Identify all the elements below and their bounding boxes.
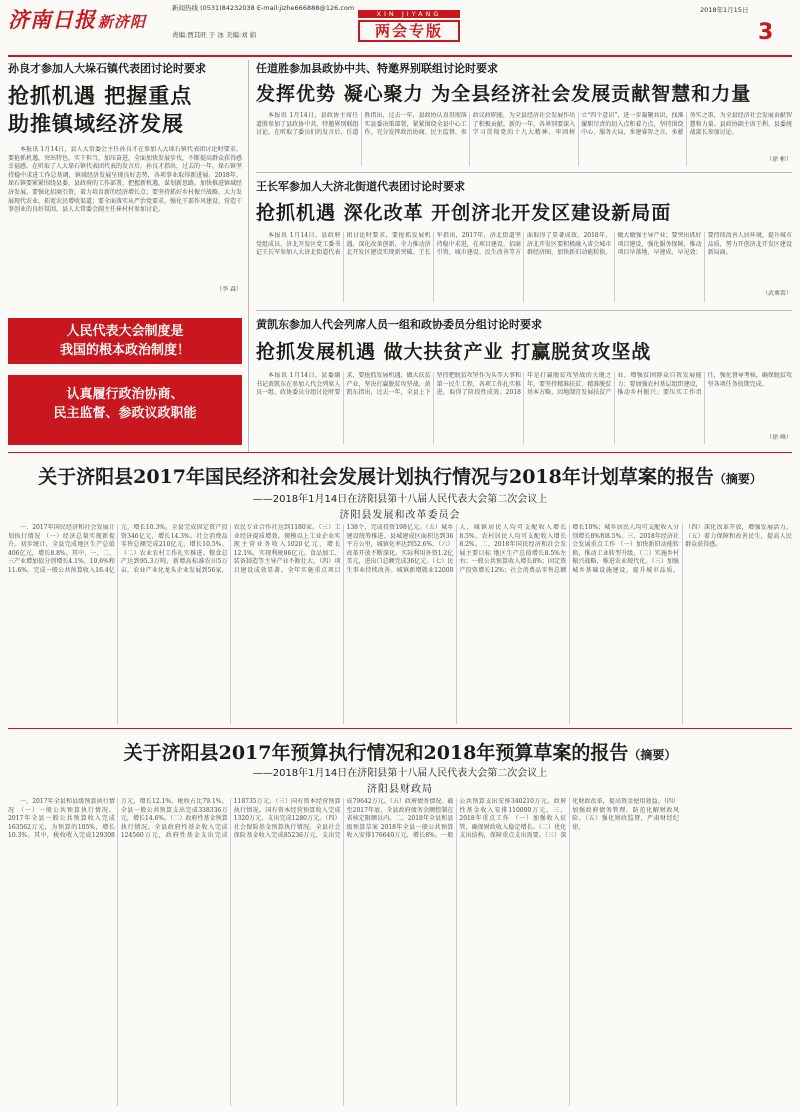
story1-headline-line1: 抢抓机遇 把握重点	[8, 83, 193, 108]
story4-body: 本报讯 1月14日，县委副书记黄凯东在参加人代会列席人员一组、政协委员分组讨论时要求，要抢抓发展机遇，做大扶贫产业，坚决打赢脱贫攻坚战。黄凯东指出，过去一年，全县上下坚持把脱贫攻坚作为头等大事和第一民生工程，各项工作扎实推进，取得了阶段性成效。2018年是打赢脱贫攻坚战的关键之年，要坚持精准扶贫、精准脱贫基本方略，因地制宜发展扶贫产业，增强贫困群众自我发展能力；要加强农村基层组织建设，推动乡村振兴；要压实工作责任，强化督导考核，确保脱贫攻坚各项任务按期完成。	[256, 372, 792, 397]
hotline-info: 新闻热线 (0531)84232038 E-mail:jizhe666888@126.com	[172, 4, 355, 12]
page-number: 3	[758, 20, 774, 45]
story1-headline-line2: 助推镇域经济发展	[8, 111, 184, 136]
edition-name: 新济阳	[98, 13, 147, 31]
section-rule	[8, 452, 792, 453]
story1-body: 本报讯 1月14日，县人大常委会主任孙良才在参加人大垛石镇代表团讨论时要求，要抢抓机遇，突出特色，实干担当，加压奋进，全面加快发展步伐，不断提高群众获得感幸福感。在听取了人大垛石镇代表团代表的发言后，孙良才指出，过去的一年，垛石镇坚持稳中求进工作总基调，镇域经济发展呈现良好态势，各项事业取得新进展。2018年，垛石镇要紧紧围绕县委、县政府的工作部署，把握新机遇，谋划新思路，加快推进镇域经济发展。要强化招商引资，着力培育新的经济增长点；要坚持抓好乡村振兴战略，大力发展现代农业，拓宽农民增收渠道；要全面落实从严治党要求，强化干部作风建设，营造干事创业的良好氛围。县人大常委会副主任崔村村参加讨论。	[8, 146, 242, 214]
story2-author: （徐 彬）	[766, 156, 792, 163]
story4-author: （徐 峰）	[766, 434, 792, 441]
story4-headline: 抢抓发展机遇 做大扶贫产业 打赢脱贫攻坚战	[256, 341, 652, 363]
masthead-rule	[8, 55, 792, 57]
story-divider	[256, 310, 792, 311]
story4-kicker: 黄凯东参加人代会列席人员一组和政协委员分组讨论时要求	[256, 318, 542, 331]
report2-org: 济阳县财政局	[367, 784, 433, 795]
story3-author: （武乘雷）	[761, 290, 792, 297]
story1-author: （李 森）	[216, 286, 242, 293]
story3-body: 本报讯 1月14日，县政府党组成员、济北开发区党工委书记王长军参加人大济北街道代表团讨论时要求，要抢抓发展机遇，深化改革创新，全力推动济北开发区建设实现新突破。王长军指出，2017年，济北街道坚持稳中求进，在项目建设、招商引资、城市建设、民生改善等方面取得了显著成效。2018年，济北开发区要积极融入省会城市群经济圈，加快新旧动能转换，做大做强主导产业；要突出抓好项目建设，强化服务保障，推动项目早落地、早建成、早见效；要持续改善人居环境，提升城市品质，努力开创济北开发区建设新局面。	[256, 232, 792, 257]
story3-headline: 抢抓机遇 深化改革 开创济北开发区建设新局面	[256, 202, 672, 224]
slogan-box-2	[8, 375, 242, 445]
masthead	[0, 0, 800, 58]
slogan-line: 民主监督、参政议政职能	[53, 406, 197, 421]
report1-title: 关于济阳县2017年国民经济和社会发展计划执行情况与2018年计划草案的报告（摘要）	[38, 466, 762, 488]
section-rule	[8, 728, 792, 729]
editor-credits: 责编:贾其旺 于 冰 美编:刘 娟	[172, 31, 257, 39]
special-section-label: 两会专版	[358, 20, 460, 42]
report1-org: 济阳县发展和改革委员会	[339, 510, 461, 521]
story3-kicker: 王长军参加人大济北街道代表团讨论时要求	[256, 180, 465, 193]
report2-subtitle: ——2018年1月14日在济阳县第十八届人民代表大会第二次会议上	[252, 768, 548, 779]
slogan-box-1	[8, 318, 242, 364]
report1-subtitle: ——2018年1月14日在济阳县第十八届人民代表大会第二次会议上	[252, 494, 548, 505]
report1-body: 一、2017年国民经济和社会发展计划执行情况 （一）经济总量实现新提升。初步统计，全县完成地区生产总值406亿元，增长8.8%。其中，一、二、三产业增加值分别增长4.1%、10.6%和11.6%。完成一般公共预算收入16.4亿元，增长10.3%。全县完成固定资产投资346亿元，增长14.3%。社会消费品零售总额完成210亿元，增长10.5%。（二）农业农村工作扎实推进。粮食总产达到95.3万吨，新增高标准农田5万亩，农业产业化龙头企业发展到56家，农民专业合作社达到1180家。（三）工业经济提质增效。规模以上工业企业实现主营业务收入1020亿元，增长12.1%，实现利税86亿元。食品加工、装备制造等主导产业不断壮大。（四）项目建设成效显著。全年实施重点项目138个，完成投资198亿元。（五）城乡建设统筹推进。县城建成区面积达到36平方公里，城镇化率达到52.6%。（六）改革开放不断深化。实际利用外资1.2亿美元，进出口总额完成36亿元。（七）民生事业持续改善。城镇新增就业12000人，城镇居民人均可支配收入增长8.5%，农村居民人均可支配收入增长8.2%。二、2018年国民经济和社会发展主要目标 地区生产总值增长8.5%左右；一般公共预算收入增长8%；固定资产投资增长12%；社会消费品零售总额增长10%；城乡居民人均可支配收入分别增长8%和8.5%。三、2018年经济社会发展重点工作 （一）加快新旧动能转换，推动工业转型升级。（二）实施乡村振兴战略，推进农业现代化。（三）加强城乡基础设施建设，提升城市品质。（四）深化改革开放，增强发展活力。（五）着力保障和改善民生，提高人民群众获得感。	[8, 524, 792, 574]
column-divider	[248, 60, 249, 452]
story2-headline: 发挥优势 凝心聚力 为全县经济社会发展贡献智慧和力量	[256, 83, 752, 105]
story2-kicker: 任道胜参加县政协中共、特邀界别联组讨论时要求	[256, 62, 498, 75]
abstract-tag: （摘要）	[628, 748, 677, 762]
slogan-line: 人民代表大会制度是	[66, 324, 184, 339]
slogan-line: 我国的根本政治制度！	[59, 343, 190, 358]
newspaper-logo: 济南日报 新济阳	[8, 7, 147, 32]
report2-title: 关于济阳县2017年预算执行情况和2018年预算草案的报告（摘要）	[123, 742, 677, 764]
issue-date: 2018年1月15日	[700, 6, 749, 14]
story2-body: 本报讯 1月14日，县政协主席任道胜参加了县政协中共、特邀界别联组讨论。在听取了委员们的发言后，任道胜指出，过去一年，县政协认真贯彻落实县委决策部署，紧紧围绕全县中心工作，充分发挥政治协商、民主监督、参政议政职能，为全县经济社会发展作出了积极贡献。新的一年，各界别要深入学习贯彻党的十九大精神，牢固树立“四个意识”，进一步凝聚共识，找准履职尽责的切入点和着力点，坚持围绕中心、服务大局，多建睿智之言，多献务实之策，为全县经济社会发展贡献智慧和力量。县政协副主席王利、县委统战部长参加讨论。	[256, 112, 792, 137]
story-divider	[256, 172, 792, 173]
edition-band: XIN JIYANG	[358, 10, 460, 18]
report2-body: 一、2017年全县和县级预算执行情况 （一）一般公共预算执行情况。2017年全县一般公共预算收入完成163562万元，为预算的105%，增长10.3%。其中，税收收入完成129308万元，增长12.1%，税收占比79.1%。全县一般公共预算支出完成338336万元，增长14.6%。（二）政府性基金预算执行情况。全县政府性基金收入完成124560万元，政府性基金支出完成118735万元。（三）国有资本经营预算执行情况。国有资本经营预算收入完成1320万元，支出完成1280万元。（四）社会保险基金预算执行情况。全县社会保险基金收入完成85236万元，支出完成79642万元。（五）政府债务情况。截至2017年底，全县政府债务余额控制在省核定限额以内。二、2018年全县和县级预算草案 2018年全县一般公共预算收入安排176640万元，增长8%。一般公共预算支出安排340210万元。政府性基金收入安排110000万元。三、2018年重点工作 （一）加强收入征管，确保财政收入稳定增长。（二）优化支出结构，保障重点支出需要。（三）深化财政改革，提高资金使用效益。（四）加强政府债务管理，防范化解财政风险。（五）强化财政监督，严肃财经纪律。	[8, 798, 680, 840]
abstract-tag: （摘要）	[713, 472, 762, 486]
story1-kicker: 孙良才参加人大垛石镇代表团讨论时要求	[8, 62, 206, 75]
slogan-line: 认真履行政治协商、	[66, 387, 184, 402]
